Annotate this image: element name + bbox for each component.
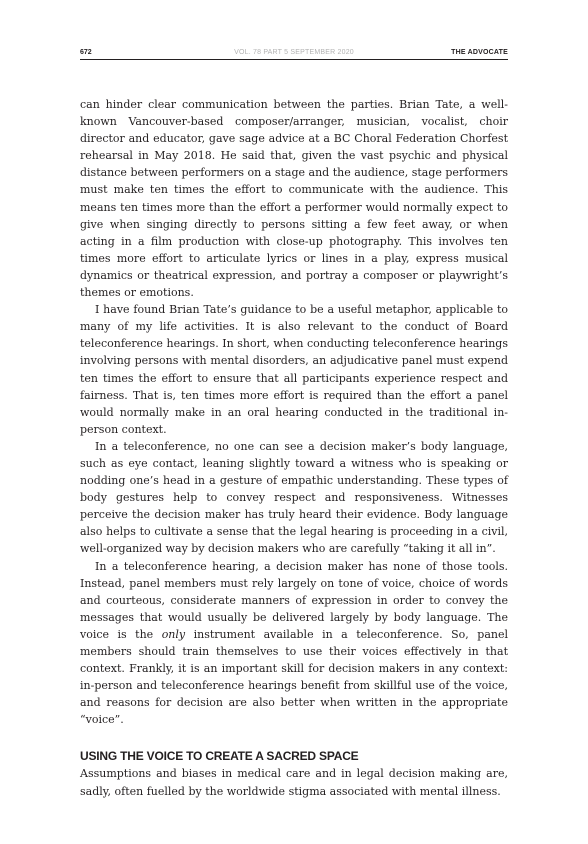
journal-title: THE ADVOCATE — [451, 49, 508, 56]
paragraph-4 — [80, 558, 508, 729]
volume-info: VOL. 78 PART 5 SEPTEMBER 2020 — [234, 49, 354, 56]
paragraph-5: Assumptions and biases in medical care and in legal decision making are, sadly, often fuelled by the worldwide stigma associated with mental illness. — [80, 767, 508, 798]
section-heading: USING THE VOICE TO CREATE A SACRED SPACE — [80, 749, 359, 764]
header-rule — [80, 59, 508, 60]
emphasis-only: only — [161, 627, 186, 641]
paragraph-4-text-b: instrument available in a teleconference. So, panel members should train themselves to use their voices effectively in that context. Frankly, it is an important skill for decision makers in any context: in-person and teleconference hearings benefit from skillful use of the voice, and reasons for decision are also better when written in the appropriate “voice”. — [80, 627, 508, 727]
paragraph-2: I have found Brian Tate’s guidance to be a useful metaphor, applicable to many of my life activities. It is also relevant to the conduct of Board teleconference hearings. In short, when conducting teleconference hearings involving persons with mental disorders, an adjudicative panel must expend ten times the effort to ensure that all participants experience respect and fairness. That is, ten times more effort is required than the effort a panel would normally make in an oral hearing conducted in the traditional in-person context. — [80, 303, 508, 436]
article-body — [80, 96, 508, 800]
paragraph-1: can hinder clear communication between the parties. Brian Tate, a well-known Vancouver-based composer/arranger, musician, vocalist, choir director and educator, gave sage advice at a BC Choral Federation Chorfest rehearsal in May 2018. He said that, given the vast psychic and physical distance between performers on a stage and the audience, stage performers must make ten times the effort to communicate with the audience. This means ten times more than the effort a performer would normally expect to give when singing directly to persons sitting a few feet away, or when acting in a film production with close-up photography. This involves ten times more effort to articulate lyrics or lines in a play, express musical dynamics or theatrical expression, and portray a composer or playwright’s themes or emotions. — [80, 98, 508, 300]
paragraph-3: In a teleconference, no one can see a decision maker’s body language, such as eye contact, leaning slightly toward a witness who is speaking or nodding one’s head in a gesture of empathic understanding. These types of body gestures help to convey respect and responsiveness. Witnesses perceive the decision maker has truly heard their evidence. Body language also helps to cultivate a sense that the legal hearing is proceeding in a civil, well-organized way by decision makers who are carefully “taking it all in”. — [80, 439, 508, 556]
paragraph-4-text-a: In a teleconference hearing, a decision maker has none of those tools. Instead, panel members must rely largely on tone of voice, choice of words and courteous, considerate manners of expression in order to convey the messages that would usually be delivered largely by body language. The voice is the — [80, 559, 508, 641]
running-header — [80, 47, 508, 59]
page-number: 672 — [80, 49, 92, 56]
